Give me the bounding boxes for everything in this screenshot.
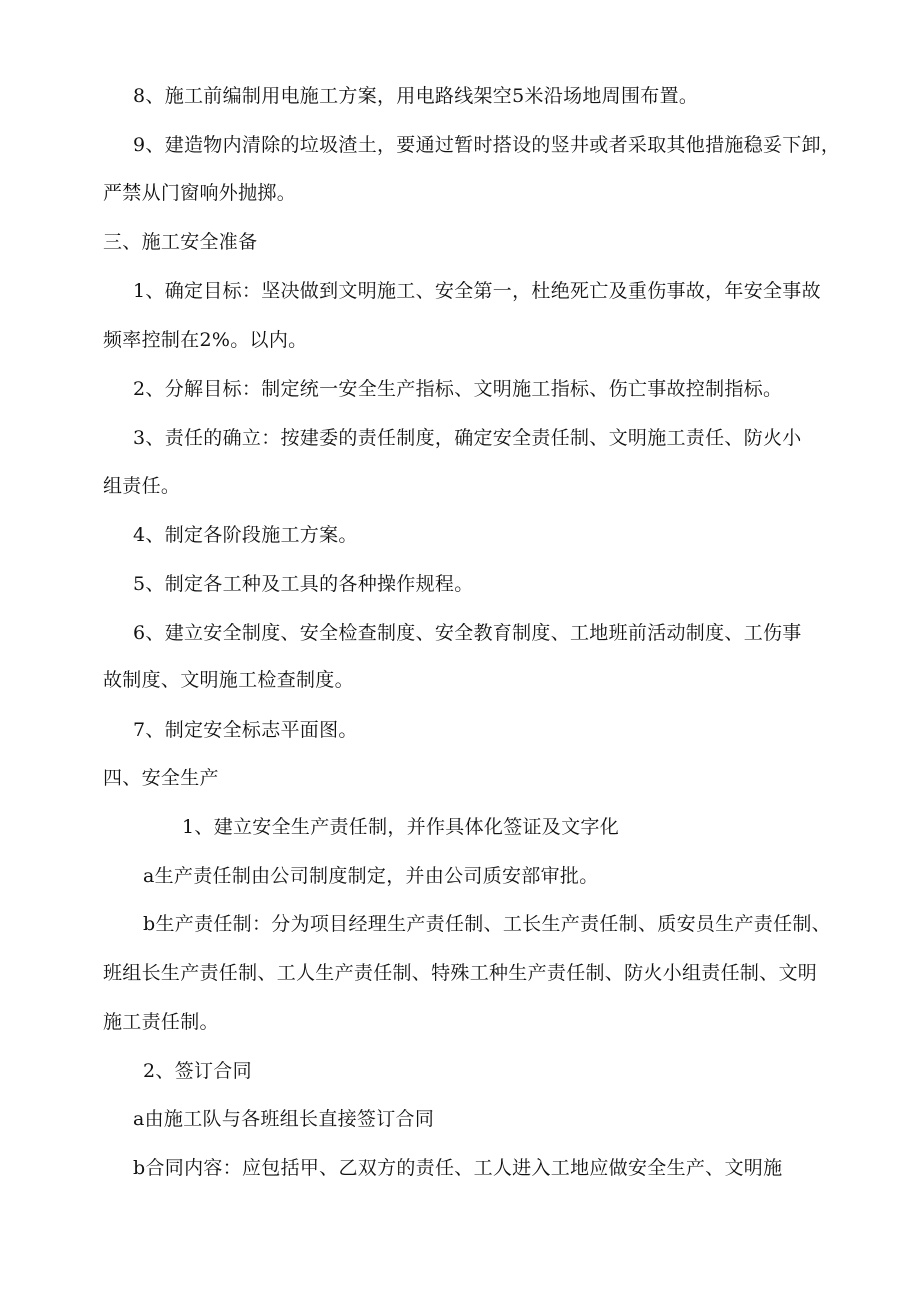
- text-line-16: 1、建立安全生产责任制，并作具体化签证及文字化: [182, 816, 619, 838]
- text-line-9: 组责任。: [103, 475, 181, 497]
- text-line-2: 9、建造物内清除的垃圾渣土，要通过暂时搭设的竖井或者采取其他措施稳妥下卸，: [133, 134, 841, 156]
- text-line-14: 7、制定安全标志平面图。: [133, 719, 358, 741]
- text-line-20: 施工责任制。: [103, 1011, 219, 1033]
- text-line-11: 5、制定各工种及工具的各种操作规程。: [133, 573, 474, 595]
- section-heading-3: 三、施工安全准备: [103, 231, 258, 253]
- text-line-1: 8、施工前编制用电施工方案，用电路线架空5米沿场地周围布置。: [133, 85, 699, 107]
- text-line-10: 4、制定各阶段施工方案。: [133, 524, 358, 546]
- text-line-17: a生产责任制由公司制度制定，并由公司质安部审批。: [143, 865, 599, 887]
- text-line-23: b合同内容：应包括甲、乙双方的责任、工人进入工地应做安全生产、文明施: [133, 1157, 783, 1179]
- text-line-5: 1、确定目标：坚决做到文明施工、安全第一，杜绝死亡及重伤事故，年安全事故: [133, 280, 821, 302]
- text-line-19: 班组长生产责任制、工人生产责任制、特殊工种生产责任制、防火小组责任制、文明: [103, 962, 818, 984]
- text-line-21: 2、签订合同: [143, 1060, 252, 1082]
- section-heading-4: 四、安全生产: [103, 767, 219, 789]
- text-line-18: b生产责任制：分为项目经理生产责任制、工长生产责任制、质安员生产责任制、: [143, 913, 831, 935]
- text-line-22: a由施工队与各班组长直接签订合同: [133, 1108, 435, 1130]
- text-line-8: 3、责任的确立：按建委的责任制度，确定安全责任制、文明施工责任、防火小: [133, 427, 802, 449]
- text-line-13: 故制度、文明施工检查制度。: [103, 669, 354, 691]
- text-line-6: 频率控制在2%。以内。: [103, 329, 308, 351]
- text-line-3: 严禁从门窗响外抛掷。: [103, 182, 297, 204]
- text-line-7: 2、分解目标：制定统一安全生产指标、文明施工指标、伤亡事故控制指标。: [133, 378, 783, 400]
- text-line-12: 6、建立安全制度、安全检查制度、安全教育制度、工地班前活动制度、工伤事: [133, 622, 802, 644]
